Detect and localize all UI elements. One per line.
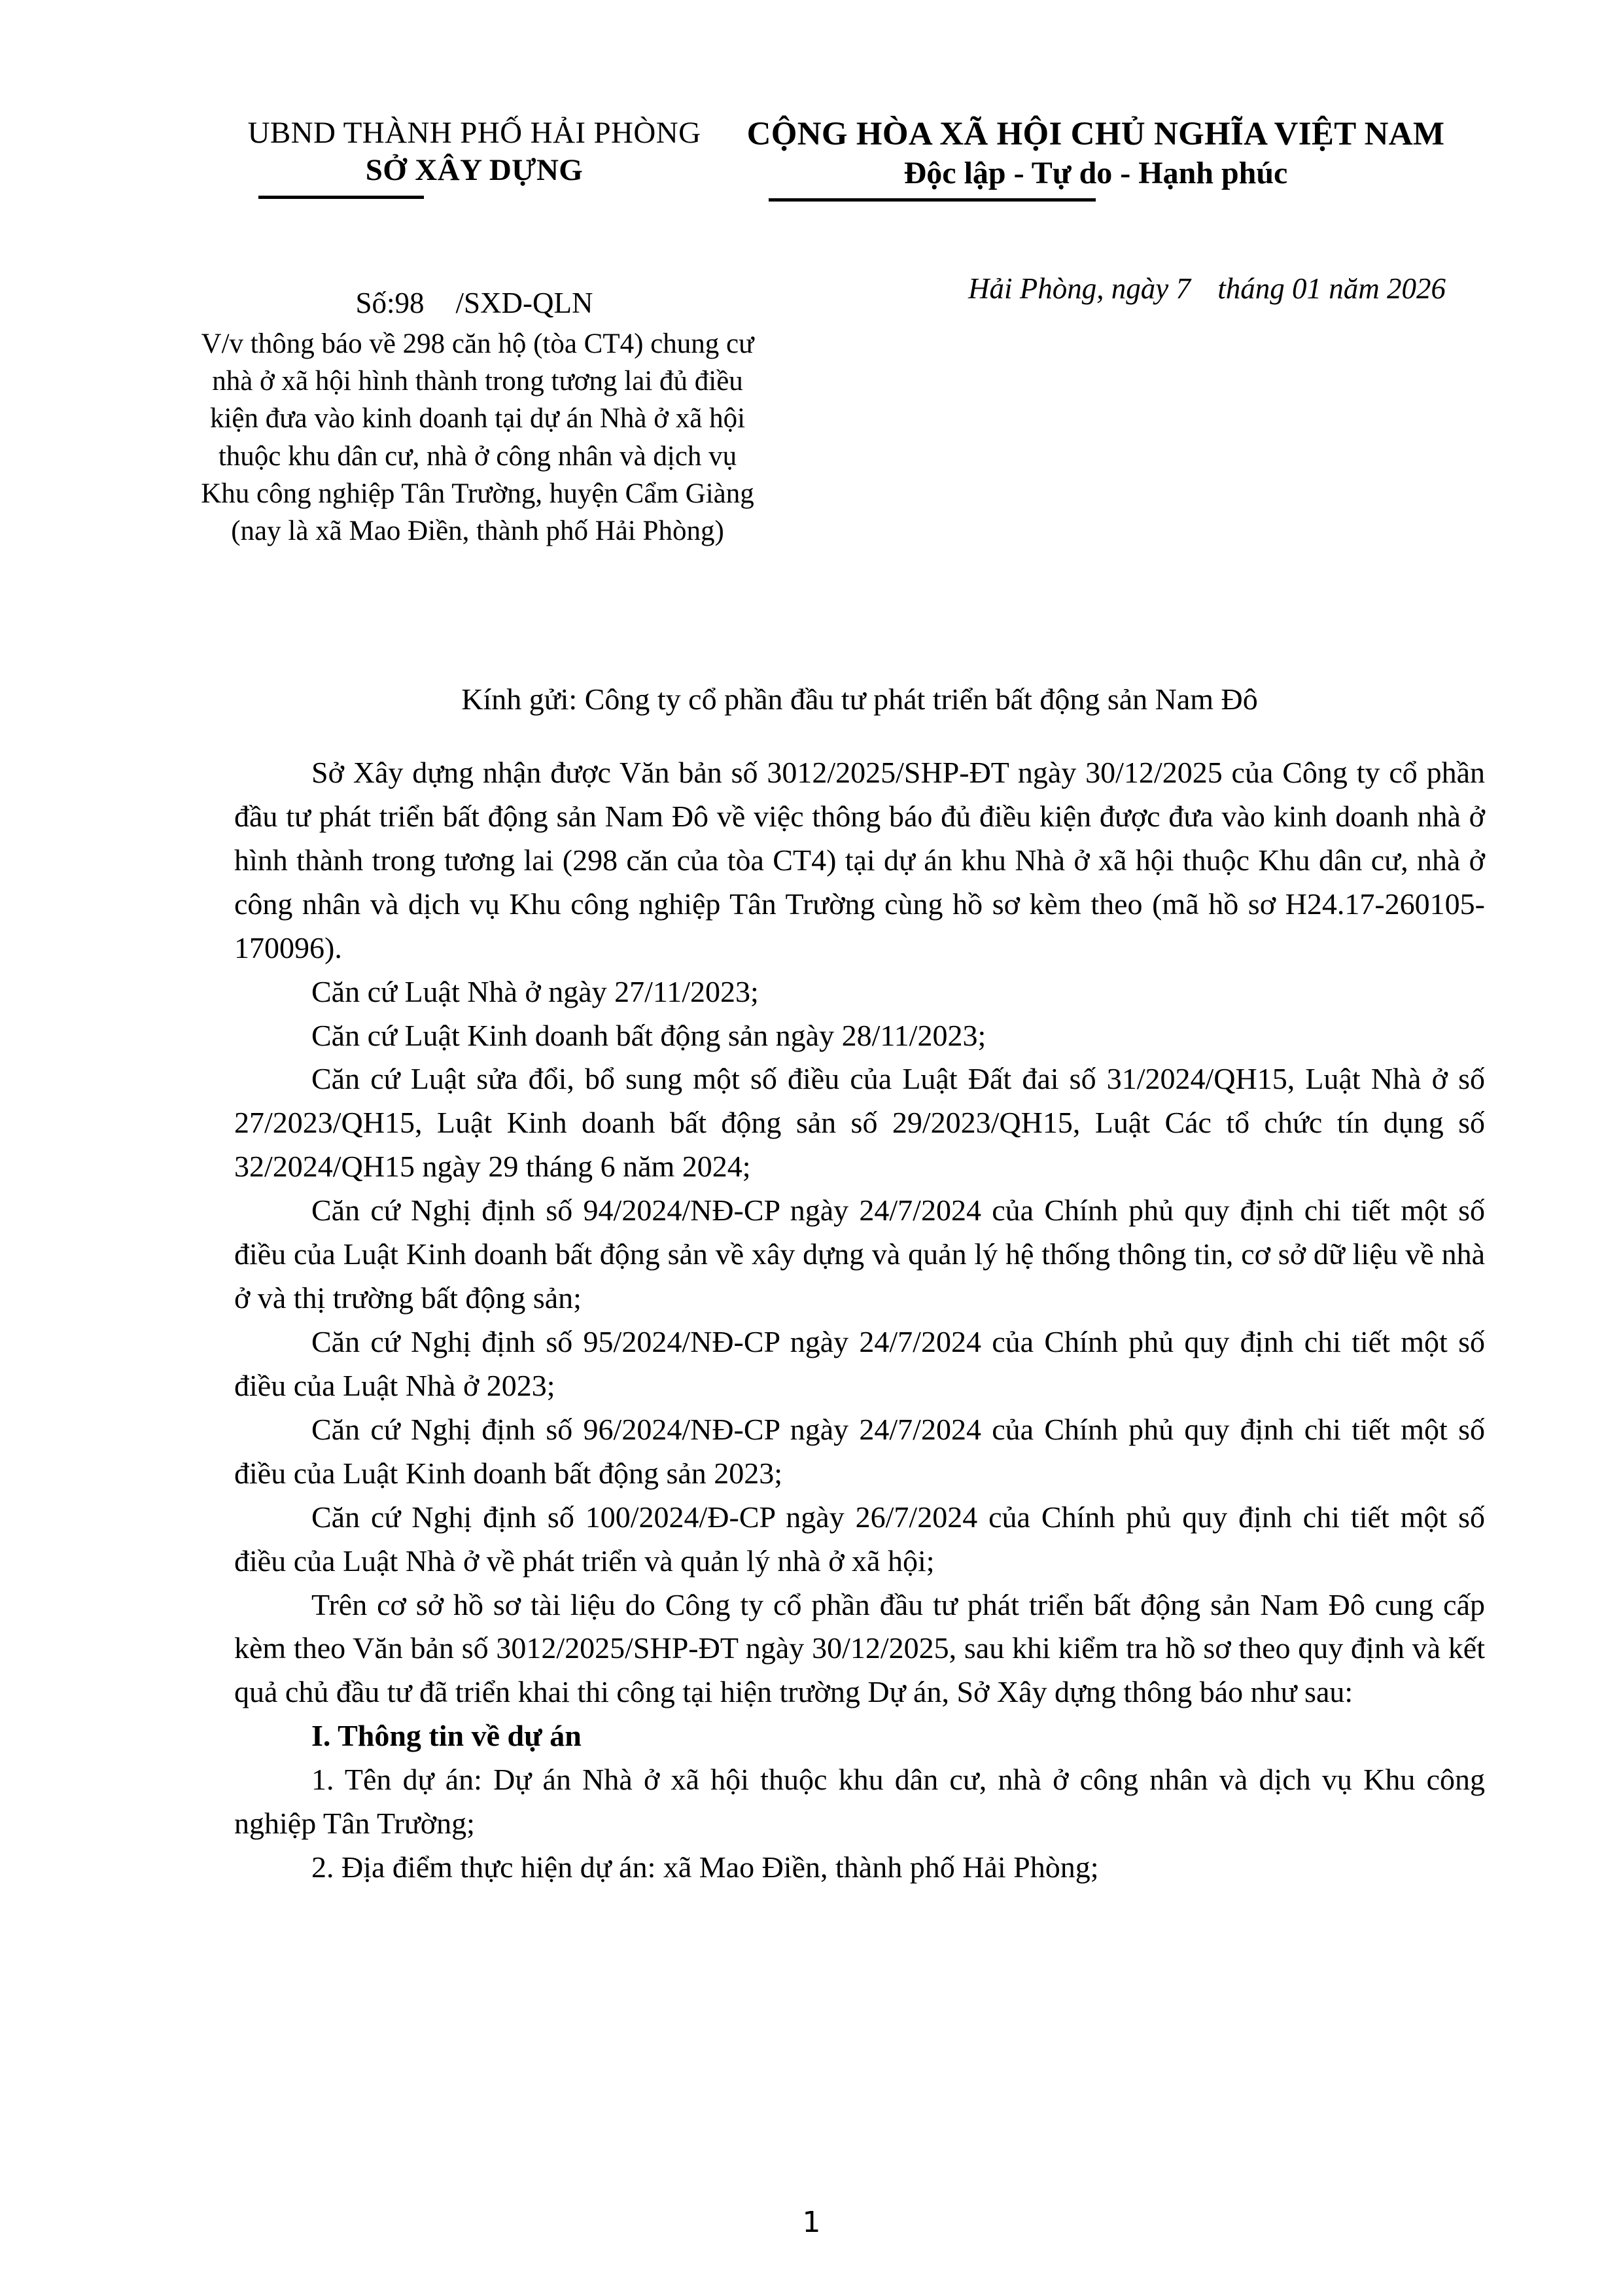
motto-underline-rule [769,198,1096,202]
document-subject: V/v thông báo về 298 căn hộ (tòa CT4) chung cư nhà ở xã hội hình thành trong tương lai đủ điều kiện đưa vào kinh doanh tại dự án Nhà ở xã hội thuộc khu dân cư, nhà ở công nhân và dịch vụ Khu công nghiệp Tân Trường, huyện Cẩm Giàng (nay là xã Mao Điền, thành phố Hải Phòng) [201,328,754,546]
paragraph-basis-4: Căn cứ Nghị định số 94/2024/NĐ-CP ngày 24/7/2024 của Chính phủ quy định chi tiết một số điều của Luật Kinh doanh bất động sản về xây dựng và quản lý hệ thống thông tin, cơ sở dữ liệu về nhà ở và thị trường bất động sản; [234,1193,1485,1315]
department-underline-rule [258,196,424,199]
paragraph-item-2: 2. Địa điểm thực hiện dự án: xã Mao Điền, thành phố Hải Phòng; [311,1850,1099,1884]
dateline-block [903,271,1511,306]
header-left-block [203,115,746,199]
dateline [903,271,1511,306]
paragraph-basis-3: Căn cứ Luật sửa đổi, bổ sung một số điều của Luật Đất đai số 31/2024/QH15, Luật Nhà ở số 27/2023/QH15, Luật Kinh doanh bất động sản số 29/2023/QH15, Luật Các tổ chức tín dụng số 32/2024/QH15 ngày 29 tháng 6 năm 2024; [234,1062,1485,1184]
section-heading-1: I. Thông tin về dự án [311,1719,582,1753]
paragraph-intro: Sở Xây dựng nhận được Văn bản số 3012/2025/SHP-ĐT ngày 30/12/2025 của Công ty cổ phần đầu tư phát triển bất động sản Nam Đô về việc thông báo đủ điều kiện được đưa vào kinh doanh nhà ở hình thành trong tương lai (298 căn của tòa CT4) tại dự án khu Nhà ở xã hội thuộc Khu dân cư, nhà ở công nhân và dịch vụ Khu công nghiệp Tân Trường cùng hồ sơ kèm theo (mã hồ sơ H24.17-260105-170096). [234,756,1485,964]
paragraph-summary: Trên cơ sở hồ sơ tài liệu do Công ty cổ phần đầu tư phát triển bất động sản Nam Đô cung cấp kèm theo Văn bản số 3012/2025/SHP-ĐT ngày 30/12/2025, sau khi kiểm tra hồ sơ theo quy định và kết quả chủ đầu tư đã triển khai thi công tại hiện trường Dự án, Sở Xây dựng thông báo như sau: [234,1587,1485,1709]
paragraph-basis-1: Căn cứ Luật Nhà ở ngày 27/11/2023; [311,974,759,1008]
document-header [203,115,1446,202]
dateline-year-label: năm [1329,272,1380,305]
national-title: CỘNG HÒA XÃ HỘI CHỦ NGHĨA VIỆT NAM [746,116,1445,152]
issuing-authority: UBND THÀNH PHỐ HẢI PHÒNG [247,116,701,150]
dateline-month: 01 [1291,272,1321,305]
paragraph-basis-2: Căn cứ Luật Kinh doanh bất động sản ngày 28/11/2023; [311,1018,986,1052]
national-motto: Độc lập - Tự do - Hạnh phúc [903,156,1288,191]
dateline-month-label: tháng [1217,272,1285,305]
issuing-department: SỞ XÂY DỰNG [365,153,584,188]
dateline-place: Hải Phòng, ngày [968,272,1169,305]
dateline-year: 2026 [1386,272,1446,305]
paragraph-basis-7: Căn cứ Nghị định số 100/2024/Đ-CP ngày 26/7/2024 của Chính phủ quy định chi tiết một số điều của Luật Nhà ở về phát triển và quản lý nhà ở xã hội; [234,1500,1485,1578]
page-number: 1 [802,2206,821,2239]
header-right-block [746,115,1446,202]
document-body [234,751,1485,1890]
document-number-line [203,285,746,321]
document-number-suffix: /SXD-QLN [455,287,593,319]
recipient-line: Kính gửi: Công ty cổ phần đầu tư phát triển bất động sản Nam Đô [461,682,1258,716]
paragraph-item-1: 1. Tên dự án: Dự án Nhà ở xã hội thuộc khu dân cư, nhà ở công nhân và dịch vụ Khu công nghiệp Tân Trường; [234,1763,1485,1841]
dateline-day: 7 [1176,272,1191,305]
paragraph-basis-6: Căn cứ Nghị định số 96/2024/NĐ-CP ngày 24/7/2024 của Chính phủ quy định chi tiết một số điều của Luật Kinh doanh bất động sản 2023; [234,1412,1485,1490]
document-number-prefix: Số:98 [355,287,425,319]
paragraph-basis-5: Căn cứ Nghị định số 95/2024/NĐ-CP ngày 24/7/2024 của Chính phủ quy định chi tiết một số điều của Luật Nhà ở 2023; [234,1324,1485,1402]
